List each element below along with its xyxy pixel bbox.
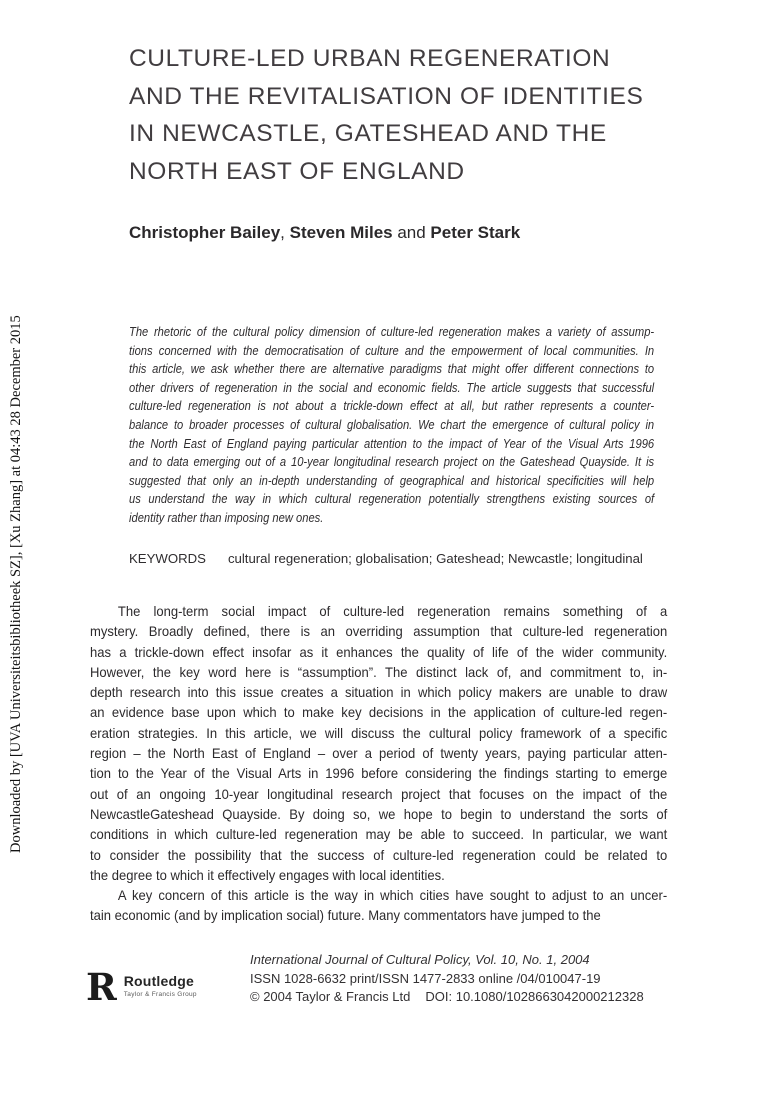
body-text-line: conditions in which culture-led regeneration may be able to succeed. In particular, we want	[90, 826, 668, 843]
body-text-line: to consider the possibility that the success of culture-led regeneration could be related to	[90, 846, 668, 863]
keywords-line	[129, 551, 643, 566]
routledge-logo-mark-icon: R	[86, 965, 117, 1009]
body-text-line: out of an ongoing 10-year longitudinal research project that focuses on the impact of the	[90, 785, 668, 802]
body-text-line: However, the key word here is “assumption”. The distinct lack of, and commitment to, in-	[90, 663, 668, 680]
article-title	[129, 40, 643, 190]
author-name: Christopher Bailey	[129, 223, 281, 242]
routledge-logo-name: Routledge	[123, 973, 194, 989]
abstract-line: this article, we ask whether there are alternative paradigms that might offer different connections to	[129, 361, 655, 377]
keywords-text: cultural regeneration; globalisation; Gateshead; Newcastle; longitudinal	[227, 551, 643, 566]
abstract-line: other drivers of regeneration in the social and economic fields. The article suggests that successful	[129, 379, 655, 395]
author-name: Peter Stark	[430, 223, 521, 242]
article-title-line: NORTH EAST OF ENGLAND	[129, 157, 465, 185]
abstract-line: identity rather than imposing new ones.	[129, 509, 324, 525]
article-body	[90, 601, 667, 926]
body-paragraph-1	[90, 601, 667, 885]
doi-text: DOI: 10.1080/1028663042000212328	[425, 989, 644, 1005]
keywords-label: KEYWORDS	[129, 551, 206, 566]
journal-imprint	[250, 951, 644, 1007]
abstract-line: balance to broader processes of cultural globalisation. We chart the emergence of cultural policy in	[129, 416, 655, 432]
body-text-line: mystery. Broadly defined, there is an overriding assumption that culture-led regeneration	[90, 623, 668, 640]
author-conjunction: and	[392, 223, 431, 242]
author-separator: ,	[280, 223, 290, 242]
abstract-line: tions concerned with the democratisation of culture and the empowerment of local communities. In	[129, 342, 655, 358]
article-title-line: CULTURE-LED URBAN REGENERATION	[129, 45, 611, 72]
abstract-line: suggested that only an in-depth understanding of geographical and historical specificities will help	[129, 472, 655, 488]
download-watermark: Downloaded by [UVA Universiteitsbibliotheek SZ], [Xu Zhang] at 04:43 28 December 2015	[8, 315, 24, 853]
author-name: Steven Miles	[289, 223, 393, 242]
abstract	[129, 323, 654, 528]
abstract-line: culture-led regeneration is not about a trickle-down effect at all, but rather represents a counter-	[129, 398, 655, 414]
journal-citation-line: International Journal of Cultural Policy, Vol. 10, No. 1, 2004	[250, 952, 590, 967]
body-text-line: The long-term social impact of culture-led regeneration remains something of a	[117, 603, 668, 619]
article-title-line: IN NEWCASTLE, GATESHEAD AND THE	[129, 120, 607, 147]
body-text-line: has a trickle-down effect insofar as it enhances the quality of life of the wider community.	[90, 643, 668, 660]
abstract-line: The rhetoric of the cultural policy dimension of culture-led regeneration makes a variety of assump-	[129, 324, 655, 339]
abstract-line: the North East of England paying particular attention to the impact of Year of the Visual Arts 1996	[129, 435, 655, 451]
body-text-line: the degree to which it effectively engages with local identities.	[90, 866, 445, 883]
abstract-line: us understand the way in which cultural regeneration potentially strengthens existing sources of	[129, 491, 655, 507]
copyright-doi-line	[250, 988, 644, 1007]
authors-line	[129, 223, 520, 243]
routledge-logo-texts	[124, 970, 197, 998]
body-text-line: region – the North East of England – over a period of twenty years, paying particular atten-	[90, 745, 668, 762]
body-text-line: an evidence base upon which to make key decisions in the application of culture-led regen-	[90, 704, 668, 721]
body-text-line: tain economic (and by implication social) future. Many commentators have jumped to the	[90, 907, 601, 924]
routledge-logo	[86, 965, 197, 1009]
body-text-line: A key concern of this article is the way in which cities have sought to adjust to an uncer-	[117, 887, 668, 904]
body-text-line: depth research into this issue creates a situation in which policy makers are unable to draw	[90, 684, 668, 701]
routledge-logo-tagline: Taylor & Francis Group	[123, 991, 197, 998]
body-text-line: NewcastleGateshead Quayside. By doing so, we hope to begin to understand the sorts of	[90, 805, 668, 822]
issn-line: ISSN 1028-6632 print/ISSN 1477-2833 online /04/010047-19	[250, 970, 601, 986]
abstract-line: and to data emerging out of a 10-year longitudinal research project on the Gateshead Quayside. It is	[129, 454, 655, 470]
body-paragraph-2	[90, 885, 667, 926]
article-title-line: AND THE REVITALISATION OF IDENTITIES	[129, 82, 644, 110]
body-text-line: tion to the Year of the Visual Arts in 1996 before considering the findings starting to emerge	[90, 765, 668, 782]
copyright-text: © 2004 Taylor & Francis Ltd	[250, 989, 411, 1005]
body-text-line: eration strategies. In this article, we will discuss the cultural policy framework of a specific	[90, 724, 668, 741]
